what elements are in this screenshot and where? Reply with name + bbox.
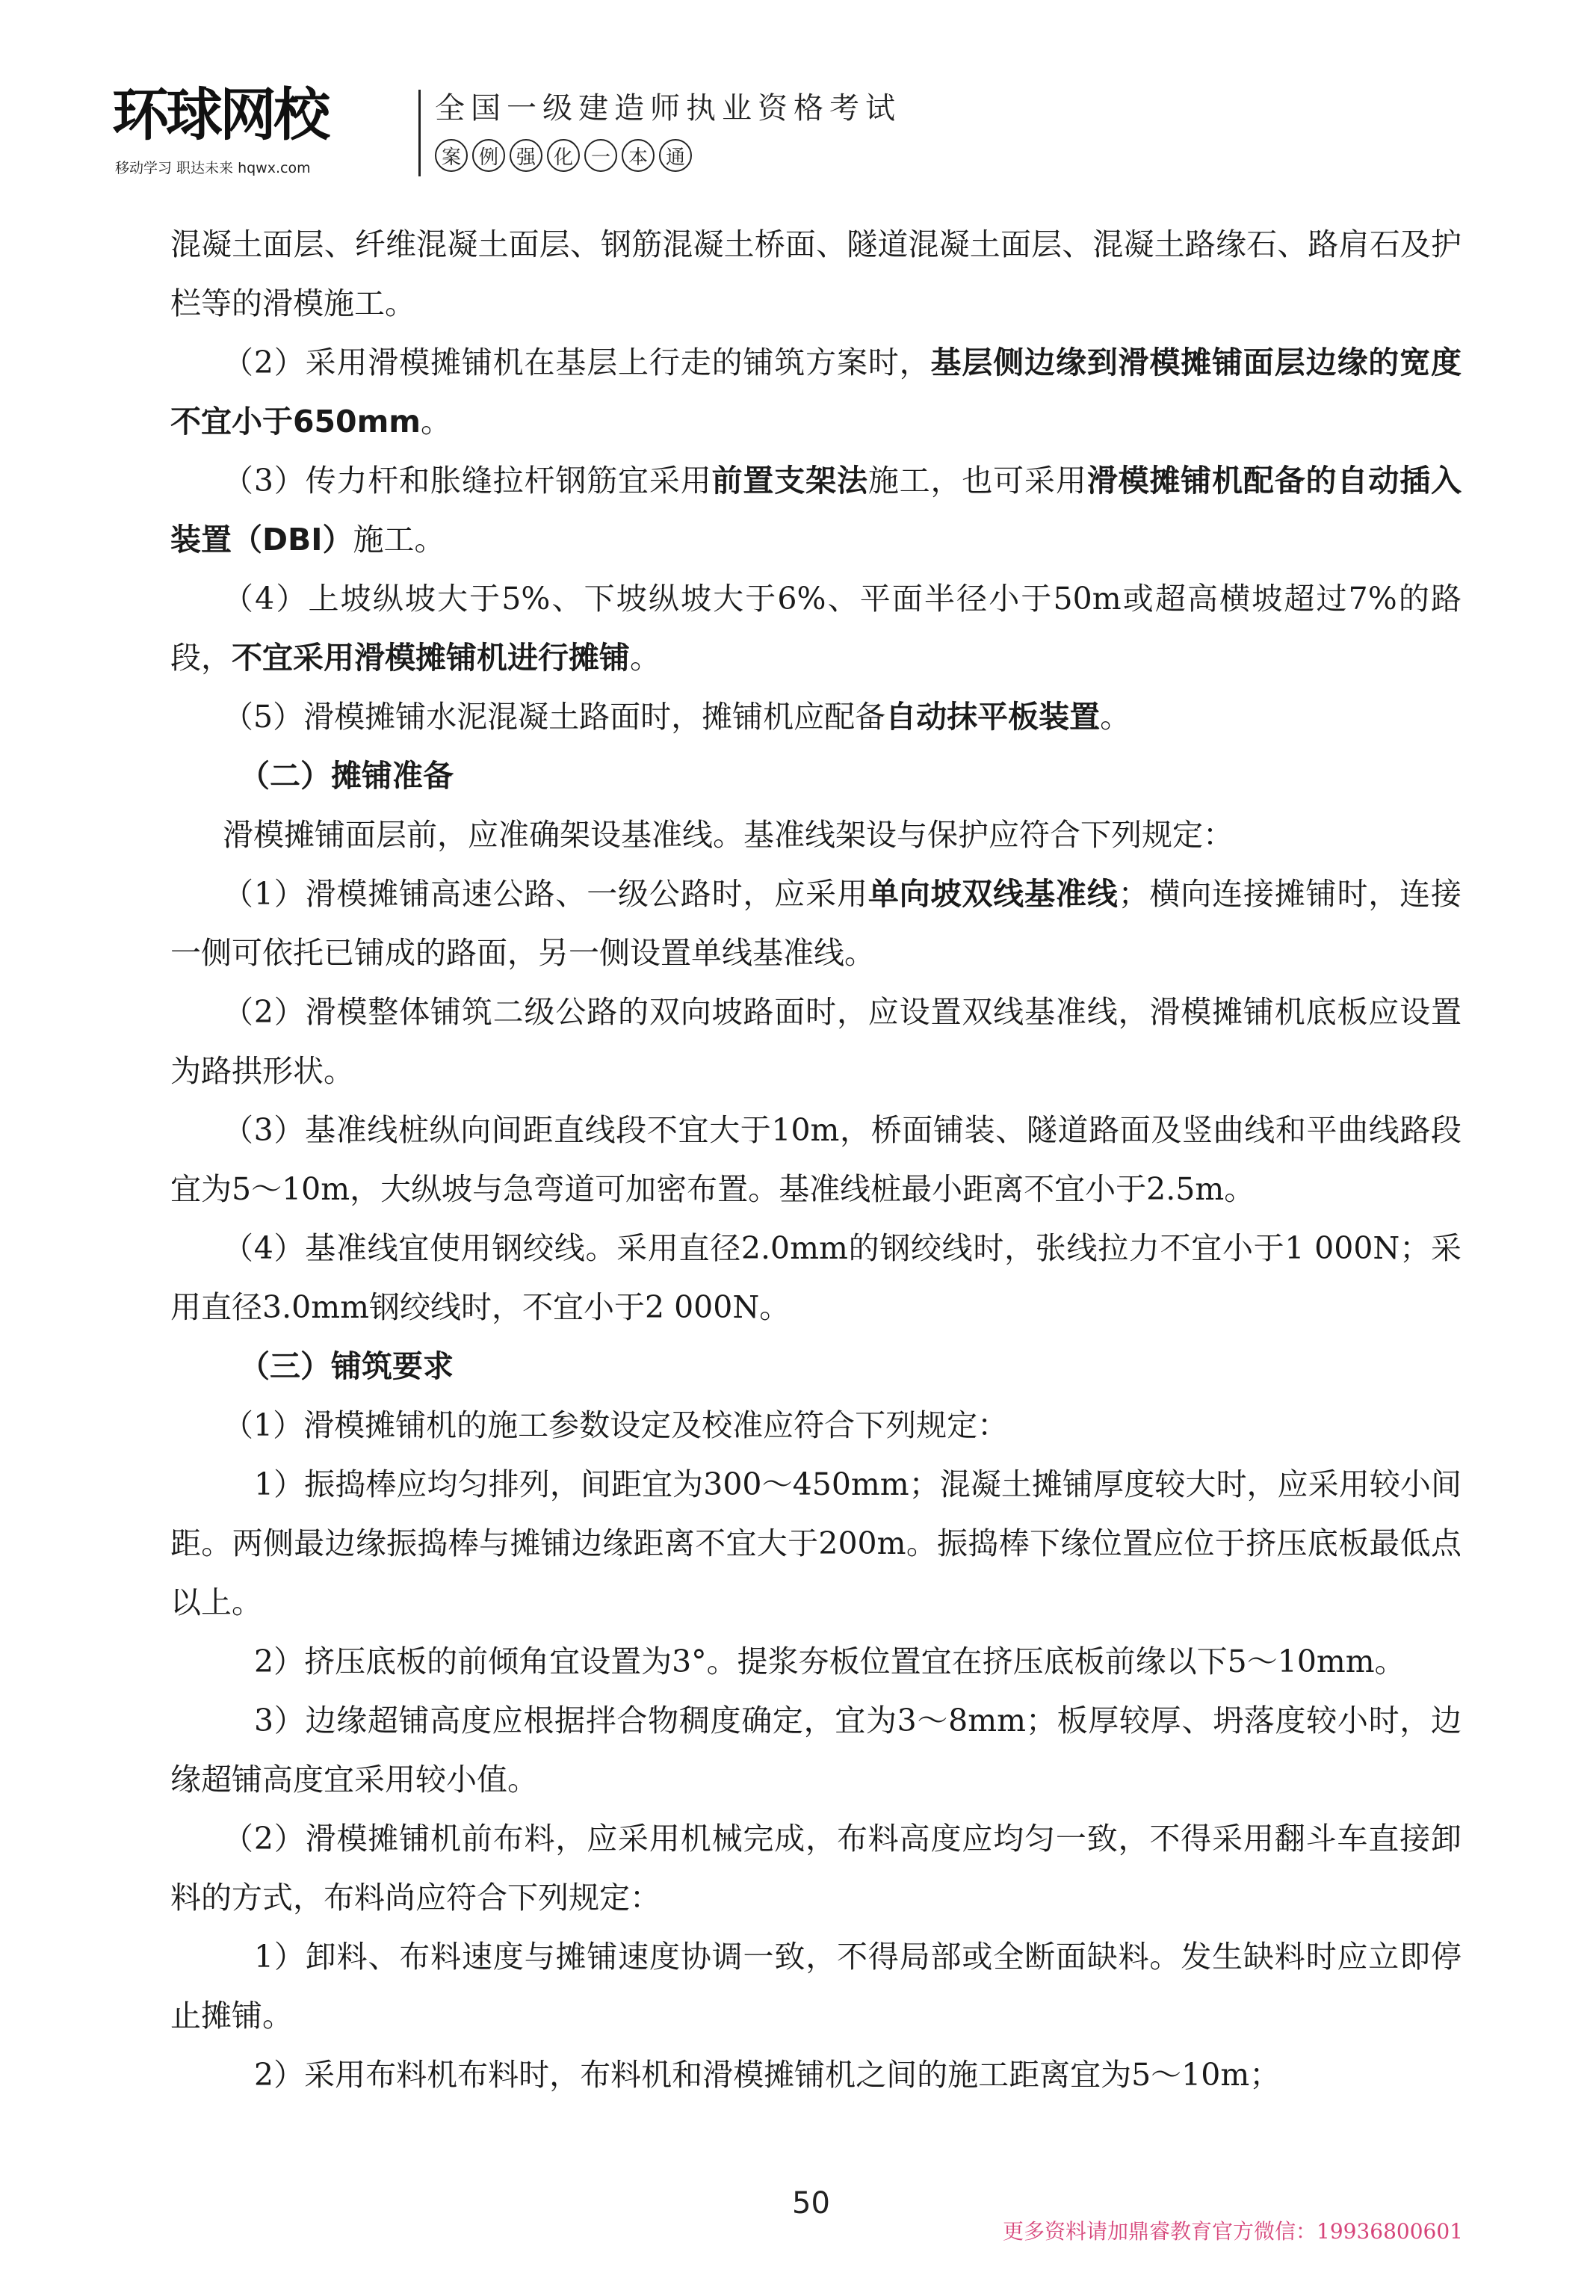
text-run: 施工，也可采用 <box>867 463 1087 499</box>
text-run: 2）采用布料机布料时，布料机和滑模摊铺机之间的施工距离宜为5～10m； <box>254 2057 1281 2093</box>
paragraph <box>170 1632 1462 1691</box>
text-run: 。 <box>421 404 452 439</box>
paragraph <box>170 1455 1462 1632</box>
text-run: （2）滑模整体铺筑二级公路的双向坡路面时，应设置双线基准线，滑模摊铺机底板应设置为路拱形状。 <box>170 994 1462 1089</box>
series-char: 案 <box>435 139 468 172</box>
footer-note: 更多资料请加鼎睿教育官方微信：19936800601 <box>1003 2219 1463 2244</box>
paragraph <box>170 2046 1462 2105</box>
paragraph <box>170 1396 1462 1455</box>
paragraph <box>170 451 1462 570</box>
section-heading <box>170 747 1462 806</box>
paragraph <box>170 806 1462 865</box>
emphasis-text: 自动抹平板装置 <box>885 699 1101 735</box>
text-run: （3）基准线桩纵向间距直线段不宜大于10m，桥面铺装、隧道路面及竖曲线和平曲线路段宜为5～10m，大纵坡与急弯道可加密布置。基准线桩最小距离不宜小于2.5m。 <box>170 1112 1462 1207</box>
text-run: （5）滑模摊铺水泥混凝土路面时，摊铺机应配备 <box>223 699 886 735</box>
text-run: 1）振捣棒应均匀排列，间距宜为300～450mm；混凝土摊铺厚度较大时，应采用较小间距。两侧最边缘振捣棒与摊铺边缘距离不宜大于200m。振捣棒下缘位置应位于挤压底板最低点以上。 <box>170 1466 1462 1620</box>
emphasis-text: （二）摊铺准备 <box>239 758 454 794</box>
series-char: 例 <box>472 139 505 172</box>
paragraph <box>170 688 1462 747</box>
paragraph <box>170 215 1462 333</box>
emphasis-text: 不宜采用滑模摊铺机进行摊铺 <box>232 640 630 676</box>
text-run: （2）滑模摊铺机前布料，应采用机械完成，布料高度应均匀一致，不得采用翻斗车直接卸料的方式，布料尚应符合下列规定： <box>170 1821 1462 1916</box>
series-char: 强 <box>510 139 542 172</box>
text-run: 1）卸料、布料速度与摊铺速度协调一致，不得局部或全断面缺料。发生缺料时应立即停止摊铺。 <box>170 1939 1462 2034</box>
text-run: 。 <box>630 640 661 676</box>
text-run: （1）滑模摊铺高速公路、一级公路时，应采用 <box>223 876 868 912</box>
paragraph <box>170 570 1462 688</box>
text-run: 2）挤压底板的前倾角宜设置为3°。提浆夯板位置宜在挤压底板前缘以下5～10mm。 <box>254 1644 1405 1679</box>
text-run: 。 <box>1100 699 1131 735</box>
paragraph <box>170 1101 1462 1219</box>
emphasis-text: 滑模摊铺机配备的自动插入装置（DBI） <box>170 463 1462 558</box>
header-divider <box>418 90 421 176</box>
paragraph <box>170 983 1462 1101</box>
paragraph <box>170 1809 1462 1928</box>
paragraph <box>170 1928 1462 2046</box>
emphasis-text: 前置支架法 <box>711 463 868 499</box>
series-title <box>435 139 692 172</box>
text-run: 混凝土面层、纤维混凝土面层、钢筋混凝土桥面、隧道混凝土面层、混凝土路缘石、路肩石及护栏等的滑模施工。 <box>170 226 1462 321</box>
series-char: 化 <box>547 139 580 172</box>
logo-tagline: 移动学习 职达未来 hqwx.com <box>115 160 311 176</box>
page-header <box>112 73 934 185</box>
text-run: 滑模摊铺面层前，应准确架设基准线。基准线架设与保护应符合下列规定： <box>223 817 1234 853</box>
emphasis-text: （三）铺筑要求 <box>239 1348 454 1384</box>
paragraph <box>170 1691 1462 1809</box>
text-run: ；横向连接摊铺时，连接一侧可依托已铺成的路面，另一侧设置单线基准线。 <box>170 876 1462 971</box>
series-char: 本 <box>622 139 655 172</box>
emphasis-text: 基层侧边缘到滑模摊铺面层边缘的宽度不宜小于650mm <box>170 345 1462 439</box>
page-number: 50 <box>792 2186 830 2221</box>
text-run: （3）传力杆和胀缝拉杆钢筋宜采用 <box>223 463 712 499</box>
brand-logo <box>112 81 411 185</box>
text-run: 施工。 <box>353 522 445 558</box>
text-run: （2）采用滑模摊铺机在基层上行走的铺筑方案时， <box>223 345 931 380</box>
series-char: 一 <box>584 139 617 172</box>
series-char: 通 <box>659 139 692 172</box>
text-run: （1）滑模摊铺机的施工参数设定及校准应符合下列规定： <box>223 1407 1009 1443</box>
text-run: 3）边缘超铺高度应根据拌合物稠度确定，宜为3～8mm；板厚较厚、坍落度较小时，边缘超铺高度宜采用较小值。 <box>170 1703 1462 1797</box>
body-text <box>170 215 1462 2105</box>
paragraph <box>170 333 1462 451</box>
paragraph <box>170 865 1462 983</box>
emphasis-text: 单向坡双线基准线 <box>867 876 1119 912</box>
logo-name: 环球网校 <box>112 81 327 148</box>
section-heading <box>170 1337 1462 1396</box>
paragraph <box>170 1219 1462 1337</box>
text-run: （4）上坡纵坡大于5%、下坡纵坡大于6%、平面半径小于50m或超高横坡超过7%的路段， <box>170 581 1462 676</box>
text-run: （4）基准线宜使用钢绞线。采用直径2.0mm的钢绞线时，张线拉力不宜小于1 000N；采用直径3.0mm钢绞线时，不宜小于2 000N。 <box>170 1230 1462 1325</box>
exam-title: 全国一级建造师执业资格考试 <box>435 91 901 126</box>
